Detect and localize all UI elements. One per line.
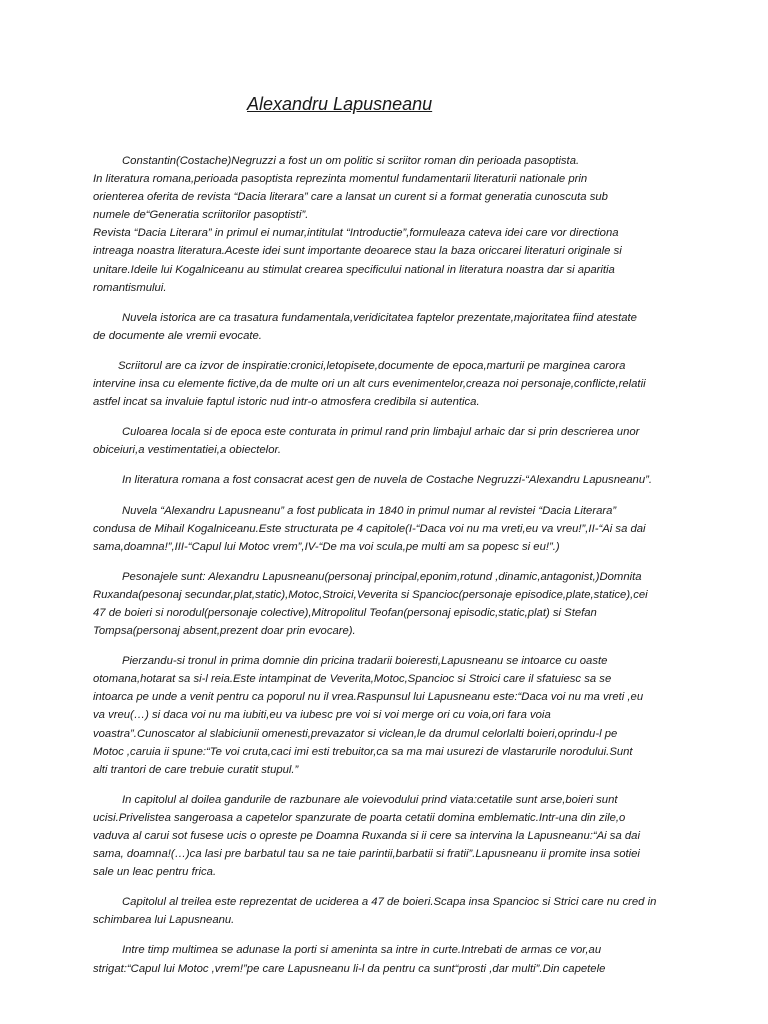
paragraph	[93, 941, 683, 977]
paragraph-line: Motoc ,caruia ii spune:“Te voi cruta,caci imi esti trebuitor,ca sa ma mai usurezi de vlastarurile norodului.Sunt	[93, 745, 633, 758]
paragraph	[93, 152, 683, 297]
paragraph	[93, 357, 683, 411]
paragraph-line: In literatura romana,perioada pasoptista reprezinta momentul fundamentarii literaturii nationale prin	[93, 173, 588, 186]
paragraph-line: In literatura romana a fost consacrat acest gen de nuvela de Costache Negruzzi-“Alexandru Lapusneanu”.	[122, 474, 653, 487]
paragraph	[93, 502, 683, 556]
paragraph-line: intoarca pe unde a venit pentru ca poporul nu il vrea.Raspunsul lui Lapusneanu este:“Daca voi nu ma vreti ,eu	[93, 691, 644, 704]
paragraph-line: numele de“Generatia scriitorilor pasoptisti”.	[93, 209, 309, 222]
paragraph-line: vaduva al carui sot fusese ucis o opreste pe Doamna Ruxanda si ii cere sa intervina la Lapusneanu:“Ai sa dai	[93, 830, 640, 842]
paragraph-line: Pesonajele sunt: Alexandru Lapusneanu(personaj principal,eponim,rotund ,dinamic,antagonist,)Domnita	[122, 570, 642, 583]
paragraph-line: Tompsa(personaj absent,prezent doar prin evocare).	[93, 625, 356, 638]
document-title: Alexandru Lapusneanu	[247, 94, 433, 114]
paragraph	[93, 652, 683, 779]
paragraph	[93, 568, 683, 640]
paragraph	[93, 791, 683, 881]
paragraph-line: intreaga noastra literatura.Aceste idei sunt importante deoarece stau la baza oriccarei literaturi originale si	[93, 245, 622, 258]
paragraph-line: Scriitorul are ca izvor de inspiratie:cronici,letopisete,documente de epoca,marturii pe marginea carora	[118, 359, 626, 372]
paragraph-line: va vreu(…) si daca voi nu ma iubiti,eu va iubesc pre voi si voi merge ori cu voia,ori fara voia	[93, 709, 551, 722]
paragraph	[93, 309, 683, 345]
paragraph-line: Culoarea locala si de epoca este conturata in primul rand prin limbajul arhaic dar si prin descrierea unor	[122, 426, 640, 439]
paragraph-line: strigat:“Capul lui Motoc ,vrem!”pe care Lapusneanu li-l da pentru ca sunt“prosti ,dar multi”.Din capetele	[93, 962, 606, 975]
paragraph-line: alti trantori de care trebuie curatit stupul.”	[93, 763, 299, 776]
paragraph-line: condusa de Mihail Kogalniceanu.Este structurata pe 4 capitole(I-“Daca voi nu ma vreti,eu va vreu!”,II-“Ai sa dai	[93, 522, 646, 535]
paragraph-line: 47 de boieri si norodul(personaje colective),Mitropolitul Teofan(personaj episodic,static,plat) si Stefan	[93, 606, 597, 619]
paragraph-line: Constantin(Costache)Negruzzi a fost un om politic si scriitor roman din perioada pasoptista.	[122, 155, 580, 167]
document-body	[93, 152, 683, 990]
paragraph-line: unitare.Ideile lui Kogalniceanu au stimulat crearea specificului national in literatura noastra dar si aparitia	[93, 263, 615, 276]
paragraph	[93, 893, 683, 929]
paragraph-line: romantismului.	[93, 281, 167, 294]
paragraph	[93, 471, 683, 489]
paragraph-line: orienterea oferita de revista “Dacia literara” care a lansat un curent si a format generatia cunoscuta sub	[93, 191, 608, 204]
paragraph-line: otomana,hotarat sa si-l reia.Este intampinat de Veverita,Motoc,Spancioc si Stroici care il sfatuiesc sa se	[93, 673, 612, 686]
paragraph-line: sama, doamna!(…)ca lasi pre barbatul tau sa ne taie parintii,barbatii si fratii”.Lapusneanu ii promite insa sotiei	[93, 848, 640, 861]
paragraph-line: Nuvela istorica are ca trasatura fundamentala,veridicitatea faptelor prezentate,majoritatea fiind atestate	[122, 311, 637, 324]
paragraph-line: intervine insa cu elemente fictive,da de multe ori un alt curs evenimentelor,creaza noi personaje,conflicte,relatii	[93, 378, 646, 391]
paragraph-line: sama,doamna!”,III-“Capul lui Motoc vrem”,IV-“De ma voi scula,pe multi am sa popesc si eu!”.)	[93, 540, 560, 553]
paragraph-line: Nuvela “Alexandru Lapusneanu” a fost publicata in 1840 in primul numar al revistei “Dacia Literara”	[122, 504, 617, 517]
paragraph-line: obiceiuri,a vestimentatiei,a obiectelor.	[93, 444, 281, 457]
paragraph-line: de documente ale vremii evocate.	[93, 329, 262, 342]
paragraph-line: In capitolul al doilea gandurile de razbunare ale voievodului prind viata:cetatile sunt arse,boieri sunt	[122, 793, 618, 806]
paragraph-line: astfel incat sa invaluie faptul istoric nud intr-o atmosfera credibila si autentica.	[93, 396, 480, 409]
paragraph-line: ucisi.Privelistea sangeroasa a capetelor spanzurate de poarta cetatii domina emblematic.Intr-una din zile,o	[93, 811, 626, 824]
paragraph-line: voastra”.Cunoscator al slabiciunii omenesti,prevazator si viclean,le da drumul celorlalti boieri,oprindu-l pe	[93, 727, 618, 740]
paragraph-line: Intre timp multimea se adunase la porti si amenintа sa intre in curte.Intrebati de armas ce vor,au	[122, 944, 602, 957]
paragraph-line: schimbarea lui Lapusneanu.	[93, 914, 235, 927]
paragraph-line: sale un leac pentru frica.	[93, 866, 217, 879]
paragraph-line: Pierzandu-si tronul in prima domnie din pricina tradarii boieresti,Lapusneanu se intoarce cu oaste	[122, 655, 608, 668]
paragraph-line: Ruxanda(pesonaj secundar,plat,static),Motoc,Stroici,Veverita si Spancioc(personaje episodice,plate,statice),cei	[93, 588, 648, 601]
paragraph-line: Capitolul al treilea este reprezentat de uciderea a 47 de boieri.Scapa insa Spancioc si Strici care nu cred in	[122, 896, 657, 909]
paragraph	[93, 423, 683, 459]
paragraph-line: Revista “Dacia Literara” in primul ei numar,intitulat “Introductie”,formuleaza cateva idei care vor directiona	[93, 227, 619, 240]
